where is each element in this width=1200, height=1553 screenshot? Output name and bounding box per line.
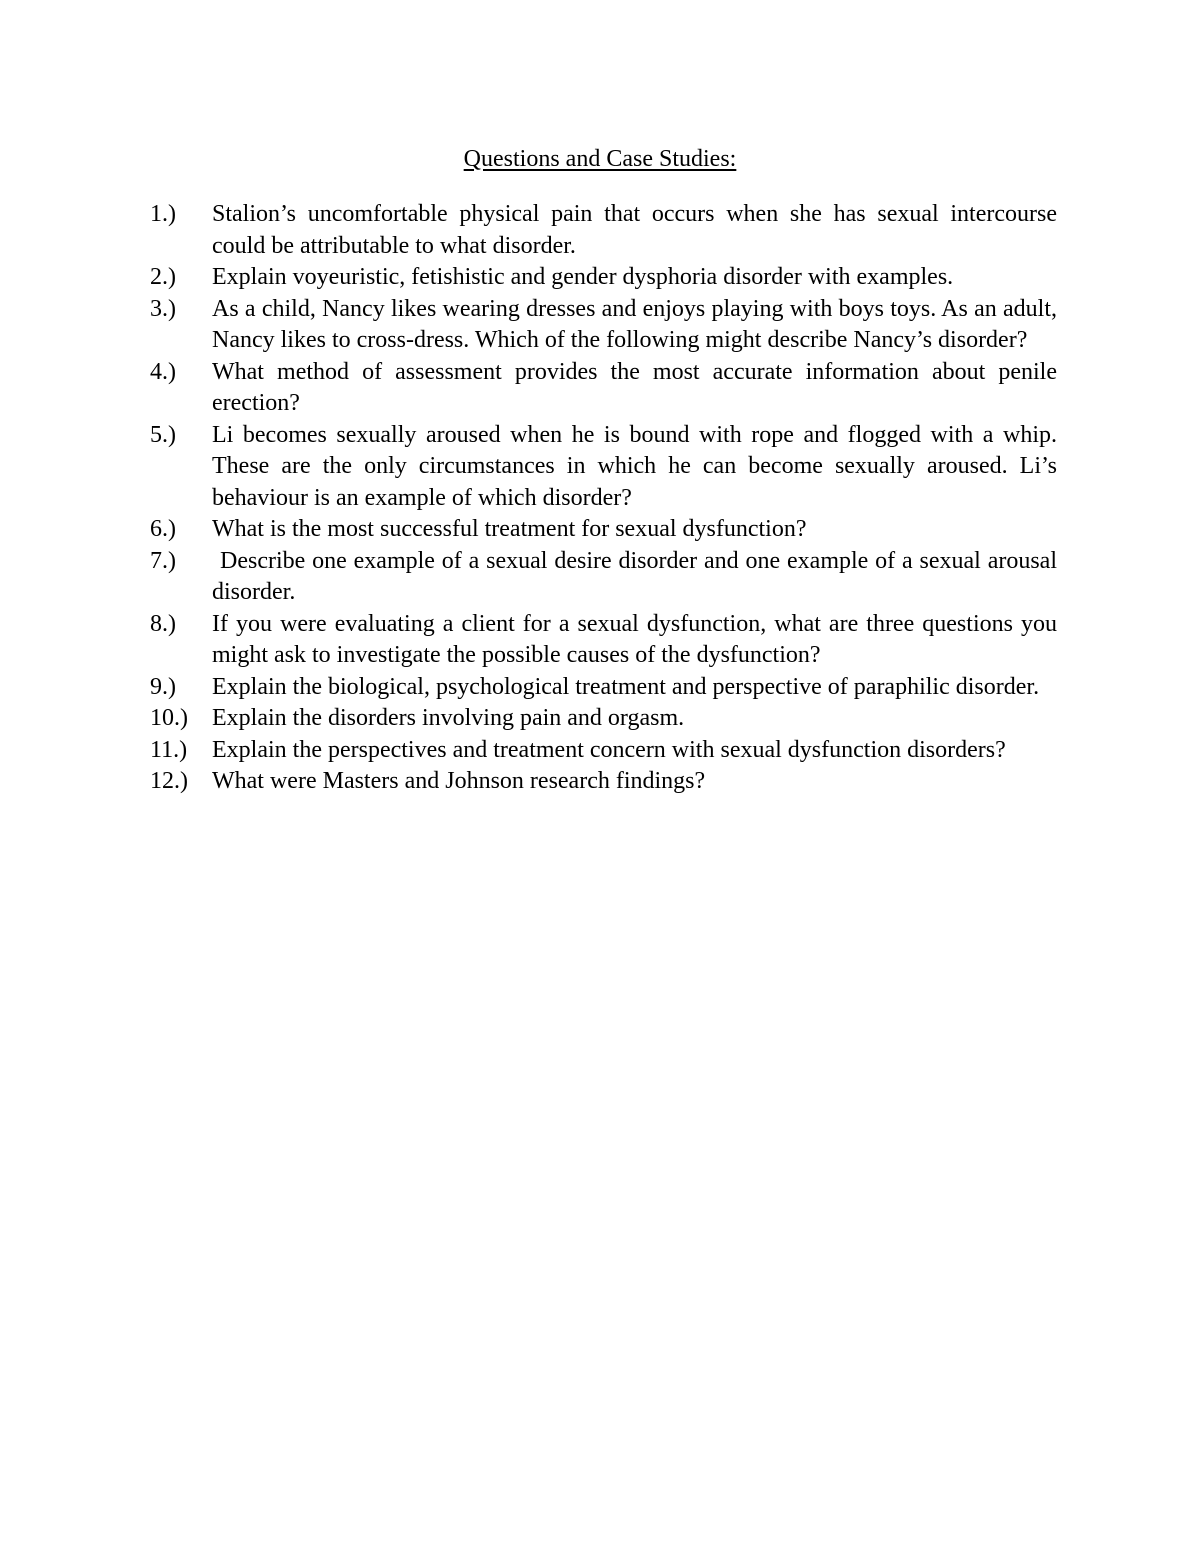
question-text: What were Masters and Johnson research findings? (212, 768, 706, 794)
question-text: What method of assessment provides the most accurate information about penile erection? (212, 358, 1057, 416)
question-text: Describe one example of a sexual desire disorder and one example of a sexual arousal disorder. (212, 547, 1057, 605)
question-item (150, 357, 1057, 420)
question-number: 6.) (150, 516, 176, 542)
question-text: Explain the biological, psychological treatment and perspective of paraphilic disorder. (212, 673, 1040, 700)
question-text: Explain the disorders involving pain and orgasm. (212, 705, 685, 731)
question-text: If you were evaluating a client for a sexual dysfunction, what are three questions you might ask to investigate the possible causes of the dysfunction? (212, 610, 1057, 668)
question-item (150, 199, 1057, 262)
question-item (150, 609, 1057, 672)
question-item (150, 672, 1057, 704)
question-item (150, 546, 1057, 609)
question-text: As a child, Nancy likes wearing dresses and enjoys playing with boys toys. As an adult, Nancy likes to cross-dress. Which of the following might describe Nancy’s disorder? (212, 295, 1057, 353)
question-text: Explain the perspectives and treatment concern with sexual dysfunction disorders? (212, 736, 1006, 763)
question-item (150, 262, 1057, 294)
question-text: Explain voyeuristic, fetishistic and gender dysphoria disorder with examples. (212, 264, 954, 290)
question-number: 9.) (150, 673, 176, 700)
question-number: 3.) (150, 295, 176, 322)
question-item (150, 703, 1057, 735)
question-item (150, 735, 1057, 767)
document-title: Questions and Case Studies: (463, 146, 737, 172)
question-number: 7.) (150, 547, 176, 574)
question-item (150, 294, 1057, 357)
question-number: 11.) (150, 736, 188, 763)
question-number: 10.) (150, 705, 188, 731)
question-number: 8.) (150, 610, 176, 637)
question-number: 4.) (150, 358, 176, 385)
question-item (150, 766, 1057, 798)
question-number: 1.) (150, 201, 176, 227)
question-number: 12.) (150, 768, 188, 794)
question-list (150, 199, 1057, 798)
question-item (150, 514, 1057, 546)
question-number: 2.) (150, 264, 176, 290)
question-item (150, 420, 1057, 515)
question-text: Stalion’s uncomfortable physical pain that occurs when she has sexual intercourse could be attributable to what disorder. (212, 201, 1057, 259)
question-text: Li becomes sexually aroused when he is bound with rope and flogged with a whip. These are the only circumstances in which he can become sexually aroused. Li’s behaviour is an example of which disorder? (212, 421, 1057, 511)
question-number: 5.) (150, 421, 176, 448)
question-text: What is the most successful treatment for sexual dysfunction? (212, 516, 807, 542)
